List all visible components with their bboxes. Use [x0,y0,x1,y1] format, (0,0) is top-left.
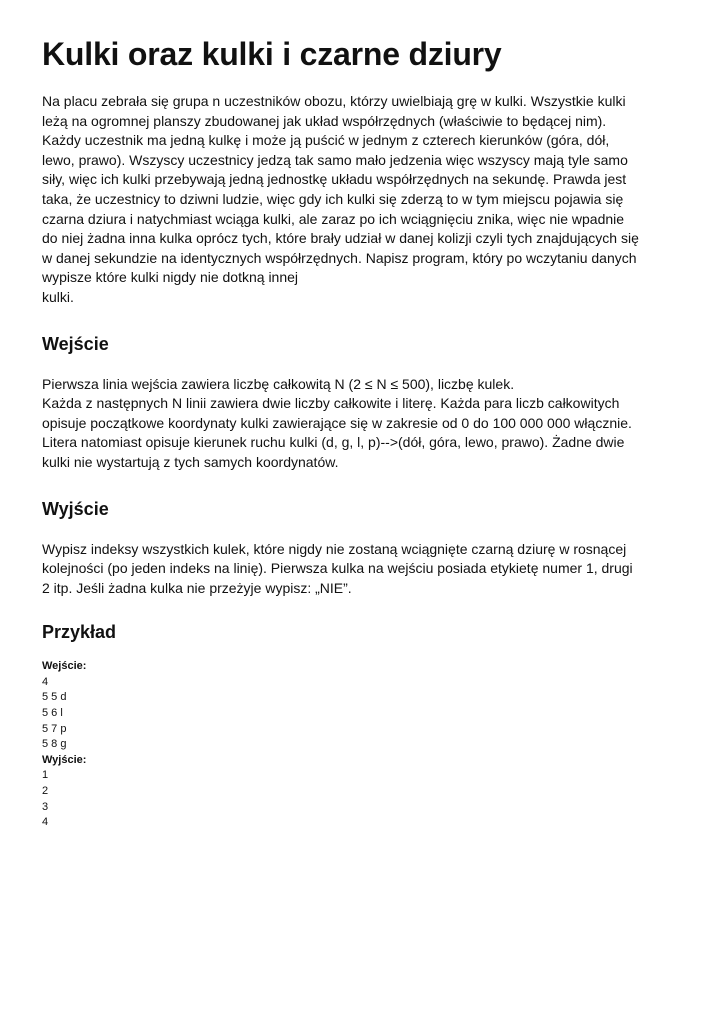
input-line: Litera natomiast opisuje kierunek ruchu kulki (d, g, l, p)-->(dół, góra, lewo, prawo). Żadne dwie [42,434,625,451]
intro-line: do niej żadna inna kulka oprócz tych, które brały udział w danej kolizji czyli tych znajdujących się [42,230,639,247]
output-line: Wypisz indeksy wszystkich kulek, które nigdy nie zostaną wciągnięte czarną dziurę w rosnącej [42,540,627,557]
example-input-line: 5 5 d [42,691,67,704]
intro-paragraph [42,92,688,308]
output-heading: Wyjście [42,498,109,519]
problem-statement [42,34,688,831]
example-output-line: 2 [42,785,49,798]
example-input-line: 5 7 p [42,722,67,735]
example-input-line: 5 8 g [42,738,67,751]
input-heading: Wejście [42,333,109,354]
intro-line: Każdy uczestnik ma jedną kulkę i może ją puścić w jednym z czterech kierunków (góra, dół, [42,132,610,149]
intro-line: kulki. [42,288,74,305]
example-output-line: 1 [42,769,49,782]
output-section [42,498,688,599]
intro-line: taka, że uczestnicy to dziwni ludzie, więc gdy ich kulki się zderzą to w tym miejscu pojawia się [42,190,624,207]
example-section [42,621,688,831]
input-line: opisuje początkowe koordynaty kulki zawierające się w zakresie od 0 do 100 000 000 włącznie. [42,414,632,431]
example-input-line: 5 6 l [42,707,63,720]
intro-line: Na placu zebrała się grupa n uczestników obozu, którzy uwielbiają grę w kulki. Wszystkie kulki [42,93,626,109]
input-section [42,333,688,473]
example-output-line: 3 [42,800,49,813]
example-input-line: 4 [42,675,49,688]
output-description [42,540,688,599]
intro-line: siły, więc ich kulki przebywają jedną jednostkę układu współrzędnych na sekundę. Prawda jest [42,171,627,188]
input-description [42,375,688,473]
intro-line: leżą na ogromnej planszy zbudowanej jak układ współrzędnych (właściwie to będącej nim). [42,112,607,129]
output-line: kolejności (po jeden indeks na linię). Pierwsza kulka na wejściu posiada etykietę numer 1, drugi [42,560,633,577]
intro-line: lewo, prawo). Wszyscy uczestnicy jedzą tak samo mało jedzenia więc wszyscy mają tyle samo [42,151,628,168]
example-input-label: Wejście: [42,660,87,673]
input-line: Pierwsza linia wejścia zawiera liczbę całkowitą N (2 ≤ N ≤ 500), liczbę kulek. [42,375,515,392]
intro-line: czarna dziura i natychmiast wciąga kulki, ale zaraz po ich wciągnięciu znika, więc nie wpadnie [42,210,625,227]
example-output-line: 4 [42,816,49,829]
intro-line: w danej sekundzie na identycznych współrzędnych. Napisz program, który po wczytaniu danych [42,249,637,266]
input-line: Każda z następnych N linii zawiera dwie liczby całkowite i literę. Każda para liczb całkowitych [42,395,620,412]
output-line: 2 itp. Jeśli żadna kulka nie przeżyje wypisz: „NIE”. [42,579,352,596]
intro-line: wypisze które kulki nigdy nie dotkną innej [42,269,299,286]
example-heading: Przykład [42,622,117,643]
example-output-label: Wyjście: [42,753,87,766]
example-block [42,659,688,831]
page-title: Kulki oraz kulki i czarne dziury [42,36,502,72]
input-line: kulki nie wystartują z tych samych koordynatów. [42,453,339,470]
